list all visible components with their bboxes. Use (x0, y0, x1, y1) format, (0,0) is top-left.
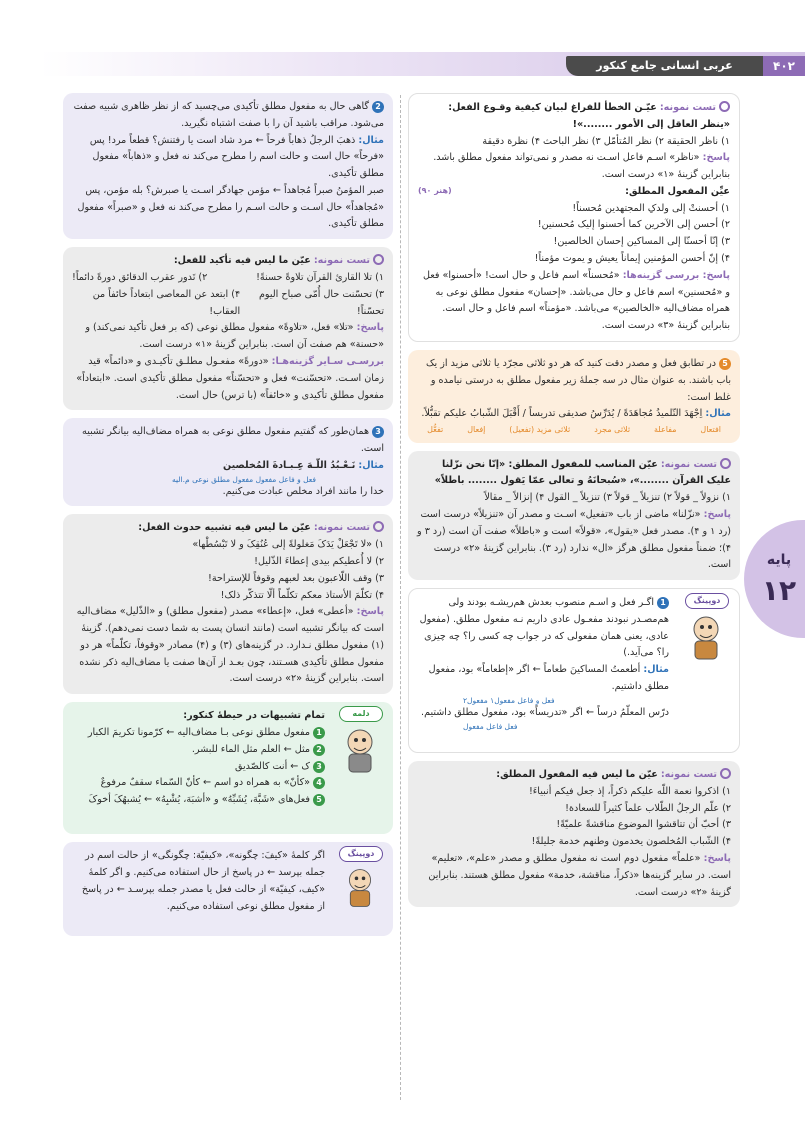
option: ۳) وقف اللّاعبون بعد لعبهم وقوفاً للإستراحة! (207, 572, 384, 584)
sample-test-2: تست نمونه: عیّن المناسب للمفعول المطلق: «إنّا نحن نزّلنا علیک القرآن ........»، «سُبحانَهُ و تعالی عمّا یَقول ........ باطلاً» ۱) نزولاً _ قولاً ۲) تنزیلاً _ قولاً ۳) تنزیلاً _ القول ۴) إنزالاً _ مقالاً پاسخ: «نزّلنا» ماضی از باب «تفعیل» اسـت و مصدر آن «تنزیلاً» درست است (رد ۱ و ۴). مصدر فعل «یقول»، «قولاً» است و «باطلاً» صفت آن است (رد ۳ و ۴)؛ ضمناً مفعول مطلق هرگز «ال» ندارد (رد ۳). بنابراین گزینهٔ «۲» درست است. (408, 451, 740, 580)
option: ۱) اذکروا نعمة اللّه علیکم ذکراً، إذ جعل فیکم أنبیاءَ! (528, 785, 731, 797)
example: ذهبَ الرجلُ ذهاباً فرحاً ← مرد شاد است یا رفتنش؟ قطعاً مرد! پس «فرحاً» حال است و حالت اسم را مطرح می‌کند نه فعل و «ذهاباً» مفعول مطلق تأکیدی. (89, 134, 384, 180)
grammar-labels: فعل فاعل مفعول (463, 721, 518, 731)
option: ۴) الشّباب المُخلصون یخدمون وطنهم خدمة جلیلةً! (531, 836, 731, 848)
note-number-icon: 3 (372, 426, 384, 438)
options: ۱) ناظر الحقیقة ۲) نظر المُتأمّل ۳) نظر الباحث ۴) نظرة دقیقة (482, 135, 730, 147)
example: درّس المعلّمُ درساً ← اگر «تدریساً» بود، مفعول مطلق داشتیم. (421, 706, 669, 718)
option: ۲) أحسن إلی الآخرین کما أحسنوا إلیک مُحسنین! (537, 219, 730, 231)
doping-note-2 (63, 842, 393, 936)
question: عیّن ما لیس فیه المفعول المطلق: (496, 769, 658, 781)
sample-test-1: تست نمونه: عیّـن الخطأ للفراغ لبیان کیفیة وقـوع الفعل: «ینظر العاقل إلی الأمور ........»! ۱) ناظر الحقیقة ۲) نظر المُتأمّل ۳) نظر الباحث ۴) نظرة دقیقة پاسخ: «ناظر» اسـم فاعل اسـت نه مصدر و نمی‌تواند مفعول مطلق باشد. بنابراین گزینهٔ «۱» درست است. عیِّن المفعول المطلق: (هنر ۹۰) ۱) أحسنتْ إلی ولدکِ المجتهدین مُحسناً! ۲) أحسن إلی الآخرین کما أحسنوا إلیک مُحسنین! ۳) إنّا أحسنّا إلی المساکین إحسان الخالصین! ۴) إنّ أحسن المؤمنین إیماناً یعیش و یموت مؤمناً! پاسخ: بررسی گزینه‌ها: «مُحسناً» اسم فاعل و حال است! «أحسنوا» فعل و «مُحسنین» اسم فاعل و حال می‌باشد. «إحسان» مفعول مطلق نوعی به همراه مضاف‌الیه «الخالصین» می‌باشد. «مؤمناً» اسم فاعل و حال است. بنابراین گزینهٔ «۳» درست است. (408, 93, 740, 342)
clock-icon (720, 768, 731, 779)
answer: «دورةً» مفعـول مطلـق تأکیـدی و «دائماً» قید زمان اسـت. «تحسّنت» فعل و «تحسّناً» مفعول مطلق تأکیدی است. «ابتعاداً» مفعول مطلق تأکیدی و «خائفاً» (با ترس) حال است. (76, 355, 384, 401)
example: نَـعْـبُدُ اللّـهَ عِـبـادةَ المُخلصین (222, 459, 356, 471)
caveman-cartoon-icon (683, 613, 729, 663)
option: ۳) إنّا أحسنّا إلی المساکین إحسان الخالصین! (553, 236, 730, 248)
option: ۴) إنّ أحسن المؤمنین إیماناً یعیش و یموت مؤمناً! (534, 253, 730, 265)
dolme-note: دلمه تمام تشبیهات در حیطهٔ کنکور: 1مفعول مطلق نوعی بـا مضاف‌الیه ← کرّمونا تکریمَ الکبار 2مثل ← العلم مثل الماء للبشر. 3ک ← أنت کالصّدیق 4«کأنّ» به همراه دو اسم ← کأنّ السّماء سقفٌ مرفوعٌ 5فعل‌های «شَبَّهَ، یُشَبِّهُ» و «أشبَهَ، یُشْبِهُ» ← یُشبهُکَ أخوکَ (63, 702, 393, 834)
number-icon: 5 (313, 794, 325, 806)
grade-tab-label: پایه (766, 552, 792, 568)
option: ۱) أحسنتْ إلی ولدکِ المجتهدین مُحسناً! (572, 202, 730, 214)
option: ۲) تَدور عقرب الدقائق دورةً دائماً! (72, 272, 208, 284)
question: عیّن ما لیس فیه تشبیه حدوث الفعل: (138, 522, 311, 534)
note-3: 3همان‌طور که گفتیم مفعول مطلق نوعی به همراه مضاف‌الیه بیانگر تشبیه است. مثال: نَـعْـبُدُ اللّـهَ عِـبـادةَ المُخلصین فعل و فاعل مفعول مفعول مطلق نوعی م.الیه خدا را مانند افراد مخلص عبادت می‌کنیم. (63, 418, 393, 506)
question: عیّن المناسب للمفعول المطلق: «إنّا نحن نزّلنا علیک القرآن ........»، «سُبحانَهُ و تعالی عمّا یَقول ........ باطلاً» (434, 458, 731, 487)
grade-tab-number: ۱۲ (761, 574, 797, 607)
clock-icon (719, 101, 730, 112)
doping-note-1: دوپینگ 1اگـر فعل و اسـم منصوب بعدش هم‌ریشـه بودند ولی هم‌مصـدر نبودند مفعـول عادی داریم نـه مفعول مطلق. (مفعول عادی، یعنی همان مفعولی که در جواب چه کسی را؟ چه چیزی را؟ می‌آید.) مثال: أطعمتُ المساکینَ طعاماً ← اگر «إطعاماً» بود، مفعول مطلق داشتیم. فعل و فاعل مفعول۱ مفعول۲ درّس المعلّمُ درساً ← اگر «تدریساً» بود، مفعول مطلق داشتیم. فعل فاعل مفعول (408, 588, 740, 753)
option: ۳) تحسّنت حال أُمّی صباح الیوم تحسّناً! (258, 288, 384, 317)
option: ۴) ابتعد عن المعاصی ابتعاداً خائفاً من العقاب! (92, 288, 241, 317)
column-divider (400, 95, 401, 1100)
caveman-cartoon-icon (337, 866, 383, 910)
number-icon: 4 (313, 777, 325, 789)
option: ۱) تلا القارئ القرآن تلاوةً حسنةً! (256, 272, 384, 284)
number-icon: 1 (313, 727, 325, 739)
answer: «مُحسناً» اسم فاعل و حال است! «أحسنوا» فعل و «مُحسنین» اسم فاعل و حال می‌باشد. «إحسان» مفعول مطلق نوعی به همراه مضاف‌الیه «الخالصین» می‌باشد. «مؤمناً» اسم فاعل و حال است. بنابراین گزینهٔ «۳» درست است. (422, 269, 730, 332)
options: ۱) نزولاً _ قولاً ۲) تنزیلاً _ قولاً ۳) تنزیلاً _ القول ۴) إنزالاً _ مقالاً (484, 492, 731, 504)
answer: «أعطی» فعل، «إعطاء» مصدر (مفعول مطلق) و «الذّلیل» مضاف‌الیه است که بیانگر تشبیه است (مانند انسان پست به شما دست نمی‌دهم). گزینهٔ (۱) مفعول مطلق نـدارد. در گزینه‌های (۳) و (۴) مصادر «وقوفاً، تکلّماً» هر دو مفعول مطلق تأکیدی هسـتند، چون بعـد از آن‌ها صفت یا مضاف‌الیه ذکر نشده است. بنابراین گزینهٔ «۲» درست است. (76, 606, 384, 685)
note-2: 2گاهی حال به مفعول مطلق تأکیدی می‌چسبد که از نظر ظاهری شبیه صفت می‌شود. مراقب باشید آن را با صفت اشتباه نگیرید. مثال: ذهبَ الرجلُ ذهاباً فرحاً ← مرد شاد است یا رفتنش؟ قطعاً مرد! پس «فرحاً» حال است و حالت اسم را مطرح می‌کند نه فعل و «ذهاباً» مفعول مطلق تأکیدی. صبر المؤمنُ صبراً مُجاهداً ← مؤمن جهادگر اسـت یا صبرش؟ بله مؤمن، پس «مُجاهداً» حال اسـت و حالت اسـم را مطرح می‌کند نه فعل و «صبراً» مفعول مطلق تأکیدی. (63, 93, 393, 239)
option: ۳) أحبّ أن تتاقشوا الموضوع مناقشةً علمیّةً! (556, 819, 731, 831)
doping-badge: دوپینگ (685, 593, 729, 609)
doping-badge: دوپینگ (339, 846, 383, 862)
answer: «نزّلنا» ماضی از باب «تفعیل» اسـت و مصدر آن «تنزیلاً» درست است (رد ۱ و ۴). مصدر فعل «یقول»، «قولاً» است و «باطلاً» صفت آن است (رد ۳ و ۴)؛ ضمناً مفعول مطلق هرگز «ال» ندارد (رد ۳). بنابراین گزینهٔ «۲» درست است. (417, 509, 731, 571)
question: عیّـن الخطأ للفراغ لبیان کیفیة وقـوع الفعل: «ینظر العاقل إلی الأمور ........»! (448, 102, 730, 130)
book-title: عربی انسانی جامع کنکور (566, 56, 763, 76)
example: أطعمتُ المساکینَ طعاماً ← اگر «إطعاماً» بود، مفعول مطلق داشتیم. (428, 664, 669, 693)
clock-icon (720, 458, 731, 469)
option: ۲) علّم الرجلُ الطّلاب علماً کثیراً للسعادة! (565, 802, 731, 814)
page-number: ۴۰۲ (763, 56, 805, 76)
dolme-badge: دلمه (339, 706, 383, 722)
answer: «تلا» فعل، «تلاوةً» مفعول مطلق نوعی (که بر فعل تأکید نمی‌کند) و «حسنة» هم صفت آن است. بنابراین گزینهٔ «۱» درست است. (85, 322, 384, 351)
answer: «ناظر» اسـم فاعل اسـت نه مصدر و نمی‌تواند مفعول مطلق باشد. بنابراین گزینهٔ «۱» درست است. (433, 152, 730, 181)
example: خدا را مانند افراد مخلص عبادت می‌کنیم. (222, 485, 384, 497)
grammar-labels: فعل و فاعل مفعول۱ مفعول۲ (463, 695, 555, 705)
question: عیّن ما لیس فیه تأکید للفعل: (173, 255, 311, 267)
answer: «علماً» مفعول دوم است نه مفعول مطلق و مصدر «علم»، «تعلیم» است. در سایر گزینه‌ها «ذکراً، مناقشة، خدمة» مفعول مطلق هستند. بنابراین گزینهٔ «۲» درست است. (428, 853, 731, 898)
left-column (63, 93, 393, 944)
right-column (408, 93, 740, 915)
option: ۱) «لا تَجْعَلْ یَدَکَ مَغلولةً إلی عُنُقِکَ و لا تَبْسُطْها» (192, 539, 384, 551)
grammar-labels: افتعال مفاعلة ثلاثی مجرد ثلاثی مزید (تفعیل) إفعال تفعُّل (427, 425, 721, 435)
number-icon: 2 (313, 744, 325, 756)
sample-test-4: تست نمونه: عیّن ما لیس فیه تأکید للفعل: ۱) تلا القارئ القرآن تلاوةً حسنةً! ۲) تَدور عقرب الدقائق دورةً دائماً! ۳) تحسّنت حال أُمّی صباح الیوم تحسّناً! ۴) ابتعد عن المعاصی ابتعاداً خائفاً من العقاب! پاسخ: «تلا» فعل، «تلاوةً» مفعول مطلق نوعی (که بر فعل تأکید نمی‌کند) و «حسنة» هم صفت آن است. بنابراین گزینهٔ «۱» درست است. بررسـی سـایر گزینه‌هـا: «دورةً» مفعـول مطلـق تأکیـدی و «دائماً» قید زمان اسـت. «تحسّنت» فعل و «تحسّناً» مفعول مطلق تأکیدی است. «ابتعاداً» مفعول مطلق تأکیدی و «خائفاً» (با ترس) حال است. (63, 247, 393, 410)
example: اِجْهَدَ التّلمیذُ مُجاهَدَةً / یُدَرِّسُ صدیقی تدریساً / أَقْبَلَ الشّبابُ علیکم تقبُّلاً. (421, 408, 703, 420)
note-number-icon: 5 (719, 358, 731, 370)
note-5: 5در تطابق فعل و مصدر دقت کنید که هر دو ثلاثی مجرّد یا ثلاثی مزید از یک باب باشند. به عنوان مثال در سه جملهٔ زیر مفعول مطلق به درستی نیامده و غلط است: مثال: اِجْهَدَ التّلمیذُ مُجاهَدَةً / یُدَرِّسُ صدیقی تدریساً / أَقْبَلَ الشّبابُ علیکم تقبُّلاً. افتعال مفاعلة ثلاثی مجرد ثلاثی مزید (تفعیل) إفعال تفعُّل (408, 350, 740, 443)
grade-tab (744, 520, 805, 638)
clock-icon (373, 254, 384, 265)
example: صبر المؤمنُ صبراً مُجاهداً ← مؤمن جهادگر اسـت یا صبرش؟ بله مؤمن، پس «مُجاهداً» حال اسـت و حالت اسـم را مطرح می‌کند نه فعل و «صبراً» مفعول مطلق تأکیدی. (77, 184, 384, 230)
sample-test-5: تست نمونه: عیّن ما لیس فیه تشبیه حدوث الفعل: ۱) «لا تَجْعَلْ یَدَکَ مَغلولةً إلی عُنُقِکَ و لا تَبْسُطْها» ۲) لا أُعطیکم بیدی إعطاءَ الذّلیل! ۳) وقف اللّاعبون بعد لعبهم وقوفاً للإستراحة! ۴) تکلّمَ الأستاذ معکم تکلّماً ألّا تتذکّر ذلک! پاسخ: «أعطی» فعل، «إعطاء» مصدر (مفعول مطلق) و «الذّلیل» مضاف‌الیه است که بیانگر تشبیه است (مانند انسان پست به شما دست نمی‌دهم). گزینهٔ (۱) مفعول مطلق نـدارد. در گزینه‌های (۳) و (۴) مصادر «وقوفاً، تکلّماً» هر دو مفعول مطلق تأکیدی هسـتند، چون بعـد از آن‌ها صفت یا مضاف‌الیه ذکر نشده است. بنابراین گزینهٔ «۲» درست است. (63, 514, 393, 694)
doping-text: اگر کلمهٔ «کیفَ: چگونه»، «کیفیّة: چگونگی» از حالت اسم در جمله بپرسد ← در پاسخ از حال استفاده می‌کنیم. و اگر کلمهٔ «کیف، کیفیّة» از حالت فعل یا مصدر جمله بپرسـد ← در پاسخ از مفعول مطلق نوعی استفاده می‌کنیم. (81, 850, 325, 912)
exam-tag: (هنر ۹۰) (418, 185, 452, 195)
option: ۲) لا أُعطیکم بیدی إعطاءَ الذّلیل! (254, 555, 384, 567)
option: ۴) تکلّمَ الأستاذ معکم تکلّماً ألّا تتذکّر ذلک! (220, 589, 384, 601)
note-number-icon: 1 (657, 597, 669, 609)
number-icon: 3 (313, 761, 325, 773)
question: عیِّن المفعول المطلق: (625, 185, 730, 197)
sample-test-3: تست نمونه: عیّن ما لیس فیه المفعول المطلق: ۱) اذکروا نعمة اللّه علیکم ذکراً، إذ جعل فیکم أنبیاءَ! ۲) علّم الرجلُ الطّلاب علماً کثیراً للسعادة! ۳) أحبّ أن تتاقشوا الموضوع مناقشةً علمیّةً! ۴) الشّباب المُخلصون یخدمون وطنهم خدمة جلیلةً! پاسخ: «علماً» مفعول دوم است نه مفعول مطلق و مصدر «علم»، «تعلیم» است. در سایر گزینه‌ها «ذکراً، مناقشة، خدمة» مفعول مطلق هستند. بنابراین گزینهٔ «۲» درست است. (408, 761, 740, 907)
dolme-title: تمام تشبیهات در حیطهٔ کنکور: (183, 710, 325, 722)
grammar-labels: فعل و فاعل مفعول مفعول مطلق نوعی م.الیه (172, 474, 317, 484)
clock-icon (373, 521, 384, 532)
caveman-cartoon-icon (337, 726, 383, 776)
note-number-icon: 2 (372, 101, 384, 113)
